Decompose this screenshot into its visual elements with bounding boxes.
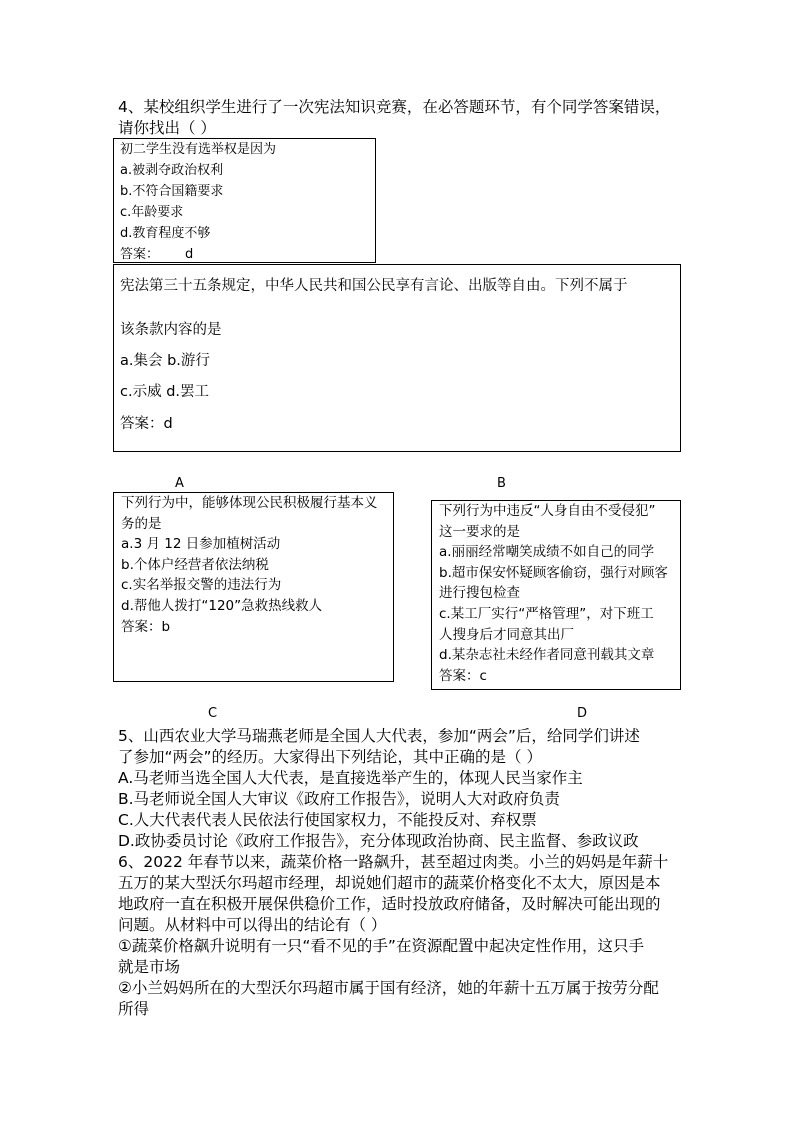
- box-label-c: C: [208, 706, 218, 721]
- box-3-line: 答案：b: [121, 618, 171, 635]
- box-1-answer: [120, 244, 375, 265]
- question-5-option-b: B.马老师说全国人大审议《政府工作报告》，说明人大对政府负责: [118, 790, 560, 808]
- answer-label: 答案：: [120, 247, 160, 262]
- question-6-line: 6、2022 年春节以来，蔬菜价格一路飙升，甚至超过肉类。小兰的妈妈是年薪十: [118, 853, 669, 871]
- box-4-line: a.丽丽经常嘲笑成绩不如自己的同学: [439, 544, 655, 561]
- question-4-line-2: 请你找出（ ）: [118, 119, 216, 137]
- question-4-line-1: 4、某校组织学生进行了一次宪法知识竞赛，在必答题环节，有个同学答案错误，: [118, 98, 671, 116]
- box-4-line: c.某工厂实行“严格管理”，对下班工: [439, 605, 654, 622]
- box-1-line: d.教育程度不够: [120, 226, 211, 241]
- box-2-line: a.集会 b.游行: [120, 353, 210, 369]
- question-5-line: 了参加“两会”的经历。大家得出下列结论，其中正确的是（ ）: [118, 748, 542, 766]
- box-4-line: 进行搜包检查: [439, 585, 520, 602]
- box-2-line: 该条款内容的是: [120, 322, 222, 338]
- box-1-line: 初二学生没有选举权是因为: [120, 142, 277, 157]
- answer-box-4: [431, 500, 681, 690]
- question-6-line: 问题。从材料中可以得出的结论有（ ）: [118, 916, 387, 934]
- box-1-line: b.不符合国籍要求: [120, 184, 224, 199]
- box-2-line: 宪法第三十五条规定，中华人民共和国公民享有言论、出版等自由。下列不属于: [120, 278, 628, 294]
- box-4-line: 答案：c: [439, 667, 487, 684]
- question-6-statement-2: ②小兰妈妈所在的大型沃尔玛超市属于国有经济，她的年薪十五万属于按劳分配: [118, 979, 659, 997]
- question-6-line: 五万的某大型沃尔玛超市经理，却说她们超市的蔬菜价格变化不太大，原因是本: [118, 874, 661, 892]
- box-label-d: D: [577, 706, 588, 721]
- box-1-line: a.被剥夺政治权利: [120, 163, 224, 178]
- box-2-line: 答案：d: [120, 416, 173, 432]
- question-6-line: 地政府一直在积极开展保供稳价工作，适时投放政府储备，及时解决可能出现的: [118, 895, 661, 913]
- question-6-statement-1-cont: 就是市场: [118, 958, 181, 976]
- question-5-option-c: C.人大代表代表人民依法行使国家权力，不能投反对、弃权票: [118, 811, 537, 829]
- box-3-line: d.帮他人拨打“120”急救热线救人: [121, 597, 323, 614]
- question-5-line: 5、山西农业大学马瑞燕老师是全国人大代表，参加“两会”后，给同学们讲述: [118, 727, 640, 745]
- box-1-line: c.年龄要求: [120, 205, 184, 220]
- box-4-line: d.某杂志社未经作者同意刊载其文章: [439, 647, 655, 664]
- question-6-statement-1: ①蔬菜价格飙升说明有一只“看不见的手”在资源配置中起决定性作用，这只手: [118, 937, 644, 955]
- question-5-option-d: D.政协委员讨论《政府工作报告》，充分体现政治协商、民主监督、参政议政: [118, 832, 639, 850]
- box-3-line: a.3 月 12 日参加植树活动: [121, 536, 281, 553]
- box-4-line: 人搜身后才同意其出厂: [439, 626, 574, 643]
- box-3-line: c.实名举报交警的违法行为: [121, 577, 282, 594]
- box-3-line: 下列行为中，能够体现公民积极履行基本义: [121, 495, 378, 511]
- box-4-line: b.超市保安怀疑顾客偷窃，强行对顾客: [439, 564, 668, 581]
- box-4-line: 这一要求的是: [439, 523, 520, 540]
- answer-box-3: [113, 492, 394, 682]
- box-2-line: c.示威 d.罢工: [120, 384, 210, 400]
- box-4-line: 下列行为中违反“人身自由不受侵犯”: [439, 503, 656, 519]
- box-3-line: 务的是: [121, 515, 162, 532]
- box-label-b: B: [497, 476, 506, 491]
- box-label-a: A: [175, 476, 184, 491]
- answer-value: d: [185, 247, 194, 262]
- question-5-option-a: A.马老师当选全国人大代表，是直接选举产生的，体现人民当家作主: [118, 769, 583, 787]
- question-6-statement-2-cont: 所得: [118, 1000, 150, 1018]
- answer-box-2: [113, 264, 681, 452]
- box-3-line: b.个体户经营者依法纳税: [121, 556, 269, 573]
- answer-box-1: [113, 138, 376, 263]
